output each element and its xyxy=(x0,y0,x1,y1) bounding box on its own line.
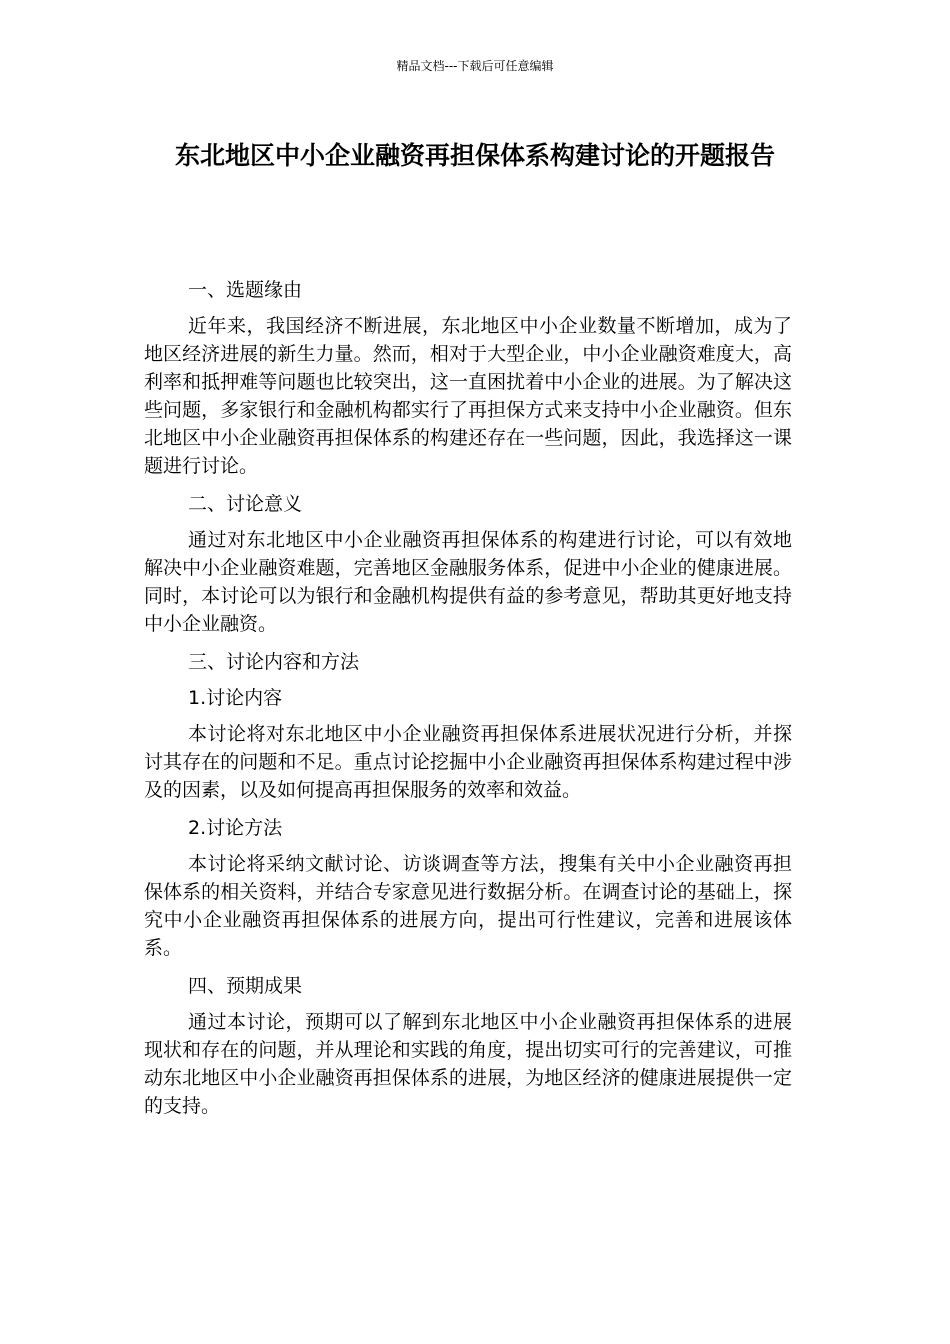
subsection-heading-method: 2.讨论方法 xyxy=(188,817,283,839)
subsection-paragraph-content: 本讨论将对东北地区中小企业融资再担保体系进展状况进行分析，并探讨其存在的问题和不足。重点讨论挖掘中小企业融资再担保体系构建过程中涉及的因素，以及如何提高再担保服务的效率和效益。 xyxy=(144,723,792,801)
document-body xyxy=(144,268,792,1120)
section-paragraph-4: 通过本讨论，预期可以了解到东北地区中小企业融资再担保体系的进展现状和存在的问题，并从理论和实践的角度，提出切实可行的完善建议，可推动东北地区中小企业融资再担保体系的进展，为地区经济的健康进展提供一定的支持。 xyxy=(144,1011,792,1117)
section-paragraph-2: 通过对东北地区中小企业融资再担保体系的构建进行讨论，可以有效地解决中小企业融资难题，完善地区金融服务体系，促进中小企业的健康进展。同时，本讨论可以为银行和金融机构提供有益的参考意见，帮助其更好地支持中小企业融资。 xyxy=(144,529,792,635)
section-heading-1: 一、选题缘由 xyxy=(188,279,303,301)
section-heading-4: 四、预期成果 xyxy=(188,975,303,997)
subsection-heading-content: 1.讨论内容 xyxy=(188,687,283,709)
document-title: 东北地区中小企业融资再担保体系构建讨论的开题报告 xyxy=(174,141,775,170)
section-heading-3: 三、讨论内容和方法 xyxy=(188,651,360,673)
section-paragraph-1: 近年来，我国经济不断进展，东北地区中小企业数量不断增加，成为了地区经济进展的新生力量。然而，相对于大型企业，中小企业融资难度大，高利率和抵押难等问题也比较突出，这一直困扰着中小企业的进展。为了解决这些问题，多家银行和金融机构都实行了再担保方式来支持中小企业融资。但东北地区中小企业融资再担保体系的构建还存在一些问题，因此，我选择这一课题进行讨论。 xyxy=(144,315,792,477)
subsection-paragraph-method: 本讨论将采纳文献讨论、访谈调查等方法，搜集有关中小企业融资再担保体系的相关资料，并结合专家意见进行数据分析。在调查讨论的基础上，探究中小企业融资再担保体系的进展方向，提出可行性建议，完善和进展该体系。 xyxy=(144,853,792,959)
section-heading-2: 二、讨论意义 xyxy=(188,493,303,515)
header-note: 精品文档---下载后可任意编辑 xyxy=(396,59,554,73)
